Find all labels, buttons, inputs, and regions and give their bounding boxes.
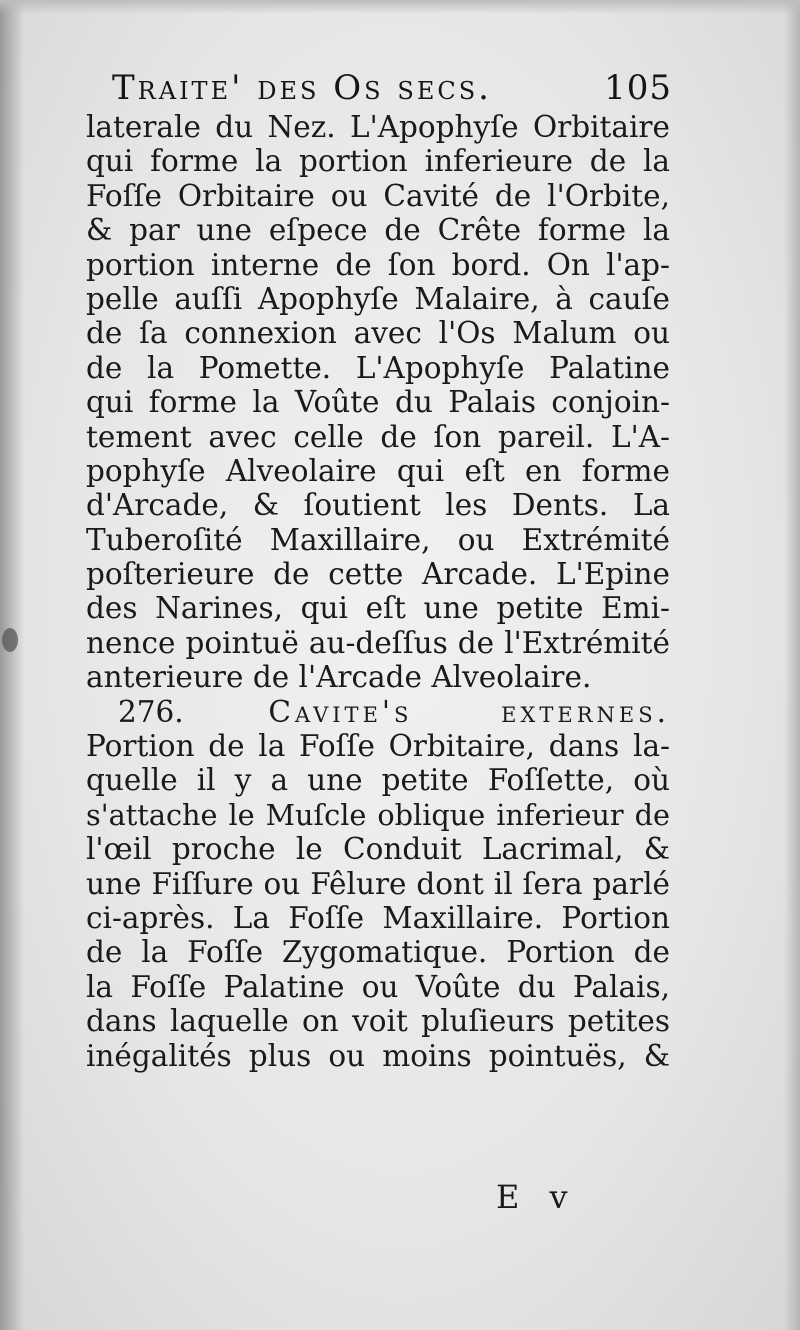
text-line: poſterieure de cette Arcade. L'Epine — [86, 557, 670, 592]
text-line: Portion de la Foſſe Orbitaire, dans la- — [86, 729, 670, 764]
text-line: anterieure de l'Arcade Alveolaire. — [86, 660, 592, 695]
ink-stain — [2, 628, 18, 652]
text-line: qui forme la portion inferieure de la — [86, 144, 670, 179]
catchword: E v — [496, 1178, 578, 1216]
text-line: pophyſe Alveolaire qui eſt en forme — [86, 453, 670, 488]
main-text — [86, 110, 670, 1073]
text-line: laterale du Nez. L'Apophyſe Orbitaire — [86, 110, 670, 144]
page-edge-right-shadow — [784, 0, 800, 1330]
text-line: la Foſſe Palatine ou Voûte du Palais, — [86, 969, 670, 1004]
text-line: une Fiſſure ou Fêlure dont il ſera parlé — [86, 866, 670, 901]
page-header — [112, 62, 672, 114]
text-line: d'Arcade, & ſoutient les Dents. La — [86, 488, 670, 523]
section-number: 276. — [118, 694, 184, 729]
text-line: Foſſe Orbitaire ou Cavité de l'Orbite, — [86, 178, 670, 213]
text-line: quelle il y a une petite Foſſette, où — [86, 763, 670, 798]
page-edge-left-shadow — [0, 0, 24, 1330]
section-title: Cavite's externes. — [268, 694, 670, 729]
text-line: pelle auſſi Apophyſe Malaire, à cauſe — [86, 281, 670, 316]
text-line: nence pointuë au-deſſus de l'Extrémité — [86, 625, 670, 660]
text-line: s'attache le Muſcle oblique inferieur de — [86, 797, 670, 832]
text-line: qui forme la Voûte du Palais conjoin- — [86, 385, 670, 420]
text-line: de la Pomette. L'Apophyſe Palatine — [86, 350, 670, 385]
text-line: Tuberoſité Maxillaire, ou Extrémité — [86, 522, 670, 557]
text-line: inégalités plus ou moins pointuës, & — [86, 1038, 670, 1073]
page-number: 105 — [604, 68, 672, 108]
text-line: tement avec celle de ſon pareil. L'A- — [86, 419, 670, 454]
text-line: ci-après. La Foſſe Maxillaire. Portion — [86, 900, 670, 935]
running-title: Traite' des Os secs. — [112, 68, 492, 108]
text-line: de ſa connexion avec l'Os Malum ou — [86, 316, 670, 351]
text-line: dans laquelle on voit pluſieurs petites — [86, 1004, 670, 1039]
text-line: de la Foſſe Zygomatique. Portion de — [86, 935, 670, 970]
text-line: portion interne de ſon bord. On l'ap- — [86, 247, 670, 282]
text-line: des Narines, qui eſt une petite Emi- — [86, 591, 670, 626]
text-line: & par une eſpece de Crête forme la — [86, 213, 670, 248]
section-heading — [86, 695, 670, 729]
page-edge-top-shadow — [0, 0, 800, 14]
text-line: l'œil proche le Conduit Lacrimal, & — [86, 832, 670, 867]
